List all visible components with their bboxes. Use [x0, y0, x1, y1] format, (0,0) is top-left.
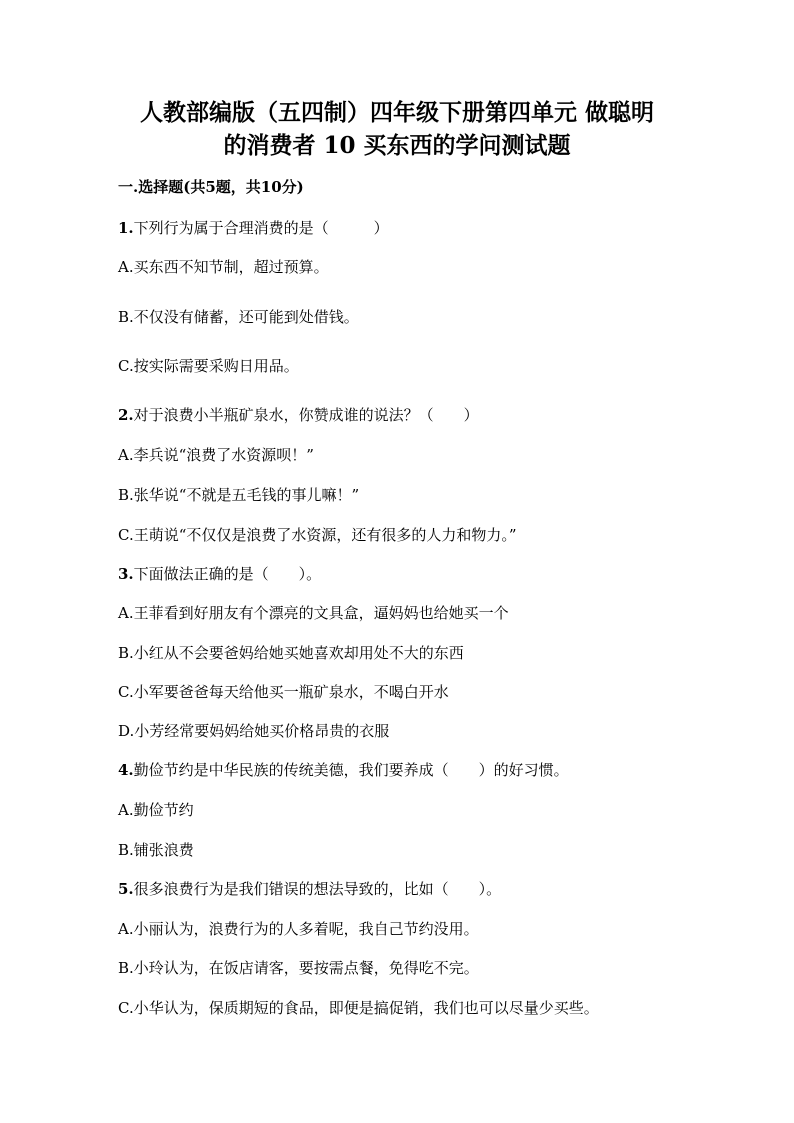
question-number: 5. [118, 880, 134, 898]
question-1-option-a: A.买东西不知节制，超过预算。 [118, 258, 329, 276]
question-3-option-b: B.小红从不会要爸妈给她买她喜欢却用处不大的东西 [118, 644, 464, 662]
question-2 [118, 405, 479, 425]
question-number: 4. [118, 761, 134, 779]
question-number: 1. [118, 219, 134, 237]
question-5-option-a: A.小丽认为，浪费行为的人多着呢，我自己节约没用。 [118, 920, 479, 938]
question-5-option-b: B.小玲认为，在饭店请客，要按需点餐，免得吃不完。 [118, 959, 479, 977]
question-3-option-c: C.小军要爸爸每天给他买一瓶矿泉水，不喝白开水 [118, 683, 449, 701]
question-number: 3. [118, 565, 134, 583]
question-2-option-b: B.张华说“不就是五毛钱的事儿嘛！” [118, 486, 360, 504]
question-2-option-c: C.王萌说“不仅仅是浪费了水资源，还有很多的人力和物力。” [118, 526, 517, 544]
question-4 [118, 760, 569, 780]
question-text: 勤俭节约是中华民族的传统美德，我们要养成（ ）的好习惯。 [133, 761, 569, 779]
document-title-line-2: 的消费者 10 买东西的学问测试题 [223, 132, 571, 159]
question-1-option-c: C.按实际需要采购日用品。 [118, 357, 299, 375]
question-5-option-c: C.小华认为，保质期短的食品，即便是搞促销，我们也可以尽量少买些。 [118, 999, 599, 1017]
question-2-option-a: A.李兵说“浪费了水资源呗！” [118, 446, 314, 464]
document-title-line-1: 人教部编版（五四制）四年级下册第四单元 做聪明 [139, 99, 654, 126]
question-1-option-b: B.不仅没有储蓄，还可能到处借钱。 [118, 308, 359, 326]
question-4-option-b: B.铺张浪费 [118, 841, 194, 859]
question-3-option-a: A.王菲看到好朋友有个漂亮的文具盒，逼妈妈也给她买一个 [118, 604, 509, 622]
question-1 [118, 218, 389, 238]
question-3-option-d: D.小芳经常要妈妈给她买价格昂贵的衣服 [118, 722, 390, 740]
question-text: 下列行为属于合理消费的是（ ） [133, 219, 389, 237]
question-number: 2. [118, 406, 134, 424]
question-3 [118, 564, 321, 584]
question-text: 下面做法正确的是（ ）。 [133, 565, 322, 583]
section-heading: 一.选择题(共5题，共10分) [118, 178, 304, 196]
question-5 [118, 879, 501, 899]
question-text: 很多浪费行为是我们错误的想法导致的，比如（ ）。 [133, 880, 502, 898]
question-4-option-a: A.勤俭节约 [118, 801, 194, 819]
question-text: 对于浪费小半瓶矿泉水，你赞成谁的说法？（ ） [133, 406, 479, 424]
